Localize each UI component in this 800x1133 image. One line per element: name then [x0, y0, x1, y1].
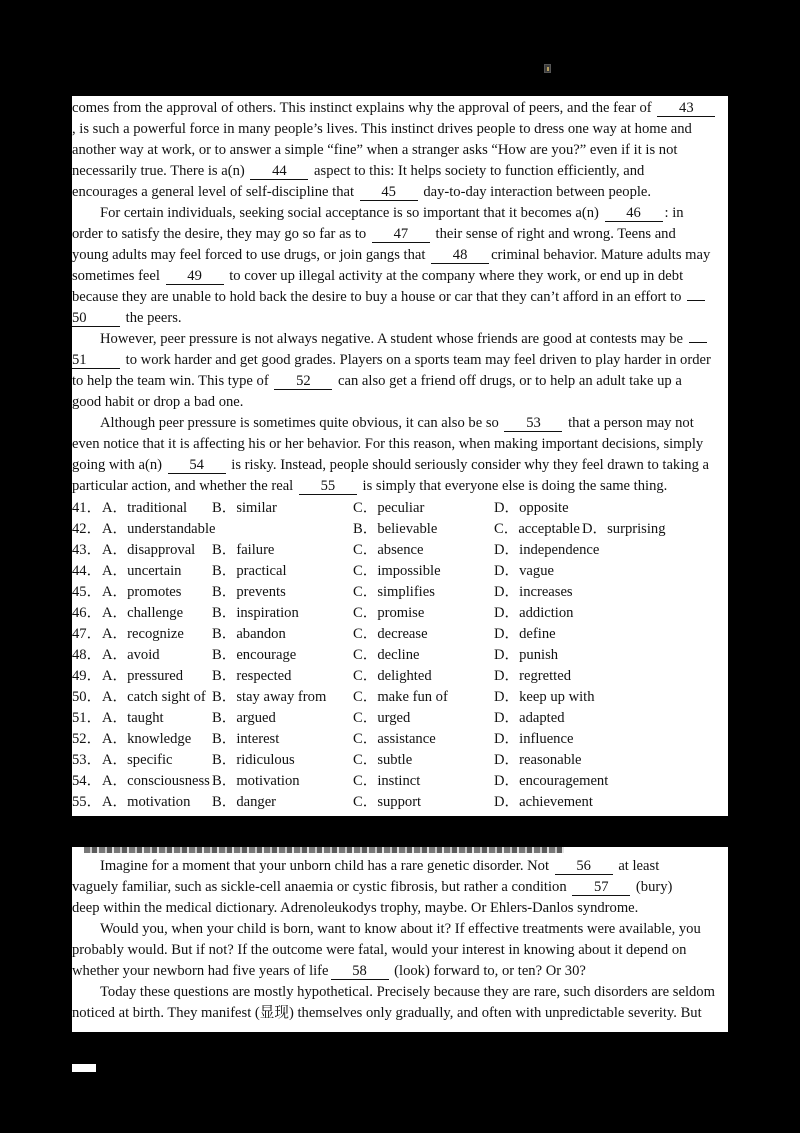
answer-options-list [72, 498, 728, 813]
option-c[interactable]: C．decrease [353, 626, 428, 642]
line-text: good habit or drop a bad one. [72, 394, 244, 410]
option-b[interactable]: B．motivation [212, 773, 300, 789]
option-d[interactable]: D．surprising [582, 521, 666, 537]
passage-line [72, 898, 728, 919]
line-text: another way at work, or to answer a simple “fine” when a stranger asks “How are you?” even if it is not [72, 142, 678, 158]
question-number: 44． [72, 563, 102, 579]
option-c[interactable]: C．support [353, 794, 422, 810]
question-number: 42． [72, 521, 102, 537]
question-row-45 [72, 582, 728, 603]
passage-line [72, 413, 728, 434]
question-row-51 [72, 708, 728, 729]
option-b[interactable]: B．similar [212, 500, 277, 516]
passage-line [72, 98, 728, 119]
blank-45[interactable]: 45 [360, 184, 418, 201]
question-row-50 [72, 687, 728, 708]
option-d[interactable]: D．keep up with [494, 689, 595, 705]
passage-line [72, 919, 728, 940]
passage-line [72, 434, 728, 455]
line-text: aspect to this: It helps society to function efficiently, and [310, 163, 645, 179]
option-b[interactable]: B．failure [212, 542, 275, 558]
option-b[interactable]: B．encourage [212, 647, 297, 663]
page-footer-mark [72, 1064, 96, 1072]
blank-43[interactable]: 43 [657, 100, 715, 117]
option-a[interactable]: A．specific [102, 752, 173, 768]
option-b[interactable]: B．practical [212, 563, 287, 579]
option-d[interactable]: D．punish [494, 647, 559, 663]
blank-47[interactable]: 47 [372, 226, 430, 243]
question-number: 45． [72, 584, 102, 600]
option-c[interactable]: C．simplifies [353, 584, 435, 600]
option-b[interactable]: B．prevents [212, 584, 286, 600]
option-a[interactable]: A．recognize [102, 626, 184, 642]
option-c[interactable]: C．acceptable [494, 521, 580, 537]
line-text: can also get a friend off drugs, or to help an adult take up a [334, 373, 682, 389]
option-b[interactable]: B．abandon [212, 626, 286, 642]
option-c[interactable]: C．absence [353, 542, 424, 558]
option-c[interactable]: C．assistance [353, 731, 436, 747]
question-number: 52． [72, 731, 102, 747]
option-b[interactable]: B．inspiration [212, 605, 299, 621]
line-text: Would you, when your child is born, want to know about it? If effective treatments were available, you [100, 921, 701, 937]
option-d[interactable]: D．define [494, 626, 556, 642]
line-text: probably would. But if not? If the outcome were fatal, would your interest in knowing about it depend on [72, 942, 687, 958]
option-d[interactable]: D．achievement [494, 794, 593, 810]
blank-54[interactable]: 54 [168, 457, 226, 474]
line-text: that a person may not [564, 415, 694, 431]
line-text: Although peer pressure is sometimes quite obvious, it can also be so [100, 415, 503, 431]
passage-line [72, 961, 728, 982]
option-d[interactable]: D．increases [494, 584, 573, 600]
question-number: 51． [72, 710, 102, 726]
question-row-54 [72, 771, 728, 792]
passage-2 [72, 856, 728, 1024]
passage-line [72, 203, 728, 224]
line-text: However, peer pressure is not always negative. A student whose friends are good at contests may be [100, 331, 687, 347]
cloze-passage-block [72, 96, 728, 816]
line-text: Imagine for a moment that your unborn child has a rare genetic disorder. Not [100, 858, 553, 874]
line-text: the peers. [122, 310, 182, 326]
passage-line [72, 350, 728, 371]
line-text: because they are unable to hold back the desire to buy a house or car that they can’t afford in an effort to [72, 289, 686, 305]
question-number: 54． [72, 773, 102, 789]
option-c[interactable]: C．instinct [353, 773, 421, 789]
question-row-42 [72, 519, 728, 540]
option-c[interactable]: C．peculiar [353, 500, 425, 516]
line-text: day-to-day interaction between people. [419, 184, 652, 200]
option-a[interactable]: A．knowledge [102, 731, 192, 747]
passage-line [72, 182, 728, 203]
option-c[interactable]: C．subtle [353, 752, 413, 768]
question-row-46 [72, 603, 728, 624]
question-number: 50． [72, 689, 102, 705]
blank-58[interactable]: 58 [331, 963, 389, 980]
option-d[interactable]: D．encouragement [494, 773, 609, 789]
blank-46[interactable]: 46 [605, 205, 663, 222]
line-text: vaguely familiar, such as sickle-cell anaemia or cystic fibrosis, but rather a condition [72, 879, 571, 895]
question-row-44 [72, 561, 728, 582]
line-text: encourages a general level of self-discipline that [72, 184, 358, 200]
option-b[interactable]: B．argued [212, 710, 276, 726]
option-b[interactable]: B．interest [212, 731, 280, 747]
line-text: even notice that it is affecting his or her behavior. For this reason, when making important decisions, simply [72, 436, 704, 452]
line-text: to cover up illegal activity at the company where they work, or end up in debt [225, 268, 684, 284]
option-c[interactable]: C．impossible [353, 563, 441, 579]
clipped-section-heading [84, 847, 564, 853]
option-a[interactable]: A．avoid [102, 647, 160, 663]
passage-line [72, 982, 728, 1003]
question-row-47 [72, 624, 728, 645]
blank-50[interactable]: 50 [72, 310, 120, 327]
line-text: : in [664, 205, 684, 221]
blank-49[interactable]: 49 [166, 268, 224, 285]
question-row-53 [72, 750, 728, 771]
option-d[interactable]: D．independence [494, 542, 600, 558]
passage-line [72, 224, 728, 245]
option-b[interactable]: B．respected [212, 668, 292, 684]
blank-57[interactable]: 57 [572, 879, 630, 896]
passage-line [72, 140, 728, 161]
option-b[interactable]: B．danger [212, 794, 277, 810]
option-a[interactable]: A．catch sight of [102, 689, 206, 705]
line-text: deep within the medical dictionary. Adrenoleukodys trophy, maybe. Or Ehlers-Danlos syndrome. [72, 900, 639, 916]
passage-line [72, 119, 728, 140]
line-text: noticed at birth. They manifest (显现) themselves only gradually, and often with unpredictable severity. But [72, 1005, 702, 1021]
line-text: to work harder and get good grades. Players on a sports team may feel driven to play harder in order [122, 352, 711, 368]
passage-line [72, 392, 728, 413]
passage-line [72, 245, 728, 266]
passage-line [72, 308, 728, 329]
option-a[interactable]: A．promotes [102, 584, 182, 600]
passage-line [72, 371, 728, 392]
option-c[interactable]: C．urged [353, 710, 411, 726]
passage-line [72, 877, 728, 898]
blank-44[interactable]: 44 [250, 163, 308, 180]
option-a[interactable]: A．traditional [102, 500, 188, 516]
line-text: comes from the approval of others. This instinct explains why the approval of peers, and the fear of [72, 100, 656, 116]
option-c[interactable]: C．promise [353, 605, 425, 621]
line-text: For certain individuals, seeking social acceptance is so important that it becomes a(n) [100, 205, 603, 221]
passage-line [72, 476, 728, 497]
line-text: particular action, and whether the real [72, 478, 297, 494]
line-text: going with a(n) [72, 457, 166, 473]
question-number: 41． [72, 500, 102, 516]
blank-52[interactable]: 52 [274, 373, 332, 390]
line-text: whether your newborn had five years of life [72, 963, 329, 979]
passage-line [72, 266, 728, 287]
passage-1 [72, 98, 728, 497]
question-number: 49． [72, 668, 102, 684]
line-text: is simply that everyone else is doing the same thing. [358, 478, 668, 494]
option-d[interactable]: D．adapted [494, 710, 565, 726]
line-text: is risky. Instead, people should seriously consider why they feel drawn to taking a [227, 457, 709, 473]
line-text: to help the team win. This type of [72, 373, 273, 389]
question-row-48 [72, 645, 728, 666]
question-row-55 [72, 792, 728, 813]
passage-line [72, 287, 728, 308]
line-text: necessarily true. There is a(n) [72, 163, 249, 179]
blank-48[interactable]: 48 [431, 247, 489, 264]
option-c[interactable]: C．make fun of [353, 689, 448, 705]
question-row-43 [72, 540, 728, 561]
blank-56[interactable]: 56 [555, 858, 613, 875]
option-d[interactable]: D．influence [494, 731, 574, 747]
option-a[interactable]: A．disapproval [102, 542, 196, 558]
passage-line [72, 161, 728, 182]
line-text: Today these questions are mostly hypothetical. Precisely because they are rare, such disorders are seldom [100, 984, 715, 1000]
blank-continued[interactable] [689, 342, 707, 343]
option-b[interactable]: B．believable [353, 521, 438, 537]
line-text: order to satisfy the desire, they may go so far as to [72, 226, 370, 242]
question-row-49 [72, 666, 728, 687]
line-text: criminal behavior. Mature adults may [491, 247, 711, 263]
question-row-52 [72, 729, 728, 750]
question-number: 48． [72, 647, 102, 663]
option-a[interactable]: A．challenge [102, 605, 184, 621]
question-number: 46． [72, 605, 102, 621]
option-d[interactable]: D．addiction [494, 605, 574, 621]
passage-line [72, 1003, 728, 1024]
grammar-fill-passage-block [72, 847, 728, 1032]
blank-53[interactable]: 53 [504, 415, 562, 432]
passage-line [72, 940, 728, 961]
blank-continued[interactable] [687, 300, 705, 301]
blank-51[interactable]: 51 [72, 352, 120, 369]
option-d[interactable]: D．vague [494, 563, 554, 579]
question-number: 53． [72, 752, 102, 768]
option-d[interactable]: D．reasonable [494, 752, 582, 768]
question-number: 47． [72, 626, 102, 642]
option-b[interactable]: B．ridiculous [212, 752, 295, 768]
option-d[interactable]: D．regretted [494, 668, 571, 684]
question-number: 43． [72, 542, 102, 558]
passage-line [72, 455, 728, 476]
line-text: (look) forward to, or ten? Or 30? [390, 963, 586, 979]
line-text: their sense of right and wrong. Teens and [431, 226, 676, 242]
blank-55[interactable]: 55 [299, 478, 357, 495]
line-text: sometimes feel [72, 268, 164, 284]
page-marker-icon [544, 64, 551, 73]
option-a[interactable]: A．understandable [102, 521, 216, 537]
option-c[interactable]: C．decline [353, 647, 420, 663]
option-d[interactable]: D．opposite [494, 500, 569, 516]
option-b[interactable]: B．stay away from [212, 689, 327, 705]
passage-line [72, 329, 728, 350]
passage-line [72, 856, 728, 877]
line-text: (bury) [632, 879, 673, 895]
line-text: , is such a powerful force in many people’s lives. This instinct drives people to dress one way at home and [72, 121, 692, 137]
question-row-41 [72, 498, 728, 519]
option-c[interactable]: C．delighted [353, 668, 432, 684]
option-a[interactable]: A．uncertain [102, 563, 182, 579]
line-text: young adults may feel forced to use drugs, or join gangs that [72, 247, 430, 263]
option-a[interactable]: A．pressured [102, 668, 184, 684]
option-a[interactable]: A．taught [102, 710, 164, 726]
option-a[interactable]: A．consciousness [102, 773, 210, 789]
question-number: 55． [72, 794, 102, 810]
line-text: at least [614, 858, 660, 874]
option-a[interactable]: A．motivation [102, 794, 191, 810]
